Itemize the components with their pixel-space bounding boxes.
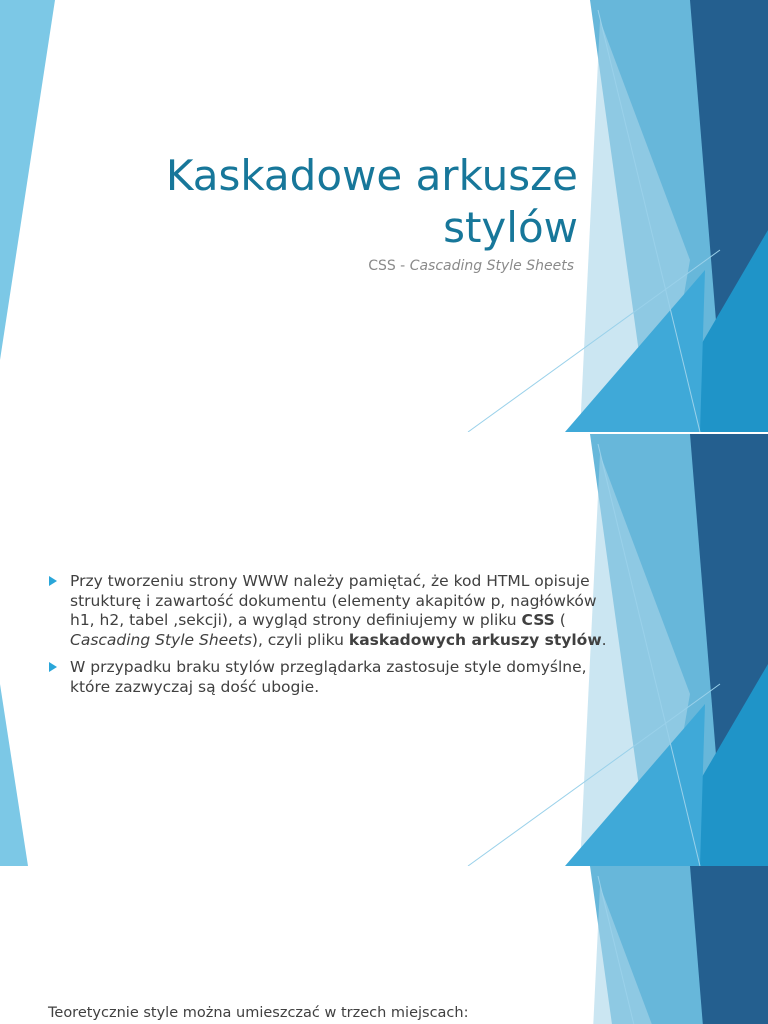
subtitle-prefix: CSS - (368, 258, 410, 274)
bullet-list (48, 572, 618, 705)
subtitle-italic: Cascading Style Sheets (409, 258, 574, 274)
bullet-text: W przypadku braku stylów przeglądarka zastosuje style domyślne, które zazwyczaj są dość ubogie. (70, 658, 587, 696)
italic-css-full: Cascading Style Sheets (70, 630, 252, 649)
bold-css: CSS (521, 611, 555, 629)
bullet-text: ), czyli pliku (251, 630, 349, 649)
slide-decoration (0, 866, 768, 1024)
slide-text: Teoretycznie style można umieszczać w trzech miejscach: (48, 1005, 469, 1021)
bullet-text: Przy tworzeniu strony WWW należy pamiętać, że kod HTML opisuje strukturę i zawartość dokumentu (elementy akapitów p, nagłówków h1, h2, tabel ,sekcji), a wygląd strony definiujemy w pliku (70, 572, 597, 629)
left-accent-shape (0, 684, 28, 866)
page-title (78, 150, 578, 254)
subtitle (368, 258, 574, 274)
title-line-1: Kaskadowe arkusze (165, 151, 578, 200)
partial-slide (0, 866, 768, 1024)
bullet-item (48, 658, 618, 697)
right-dark-band (690, 866, 768, 1024)
bold-term: kaskadowych arkuszy stylów (348, 630, 602, 649)
bullet-text: ( (554, 611, 566, 629)
left-accent-shape (0, 0, 55, 360)
triangle-bullet-icon (49, 576, 57, 586)
content-slide (0, 434, 768, 866)
bullet-item (48, 572, 618, 650)
title-line-2: stylów (443, 203, 578, 252)
title-slide (0, 0, 768, 432)
triangle-bullet-icon (49, 662, 57, 672)
bullet-text: . (601, 630, 607, 649)
